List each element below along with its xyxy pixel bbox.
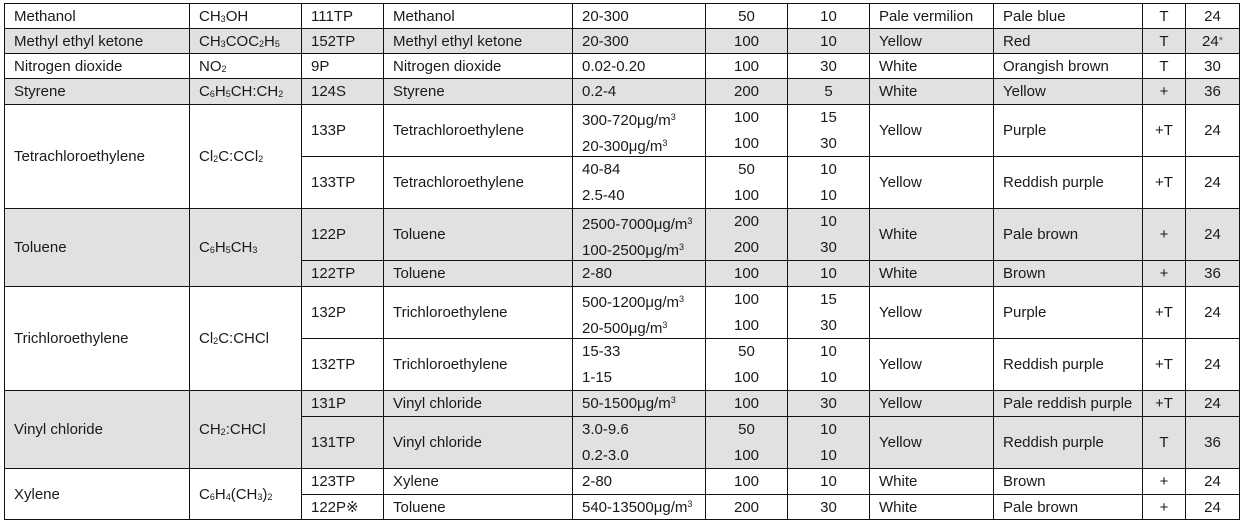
color-after-cell: Brown: [994, 261, 1143, 287]
volume-line: 100: [733, 368, 760, 386]
range-line: 15-33: [582, 343, 621, 360]
color-after-cell: Reddish purple: [994, 157, 1143, 209]
flag-cell: +T: [1143, 287, 1186, 339]
color-after-cell: Orangish brown: [994, 54, 1143, 79]
flag-cell: +T: [1143, 339, 1186, 391]
tube-number-cell: 131P: [302, 391, 384, 417]
range-cell: [573, 209, 706, 261]
tube-number-cell: 9P: [302, 54, 384, 79]
tube-number-cell: 131TP: [302, 417, 384, 469]
tube-number-cell: 111TP: [302, 4, 384, 29]
time-cell: 30: [788, 391, 870, 417]
shelf-life-cell: 24: [1186, 157, 1240, 209]
volume-cell: 100: [706, 469, 788, 495]
range-cell: 2-80: [573, 469, 706, 495]
shelf-life-cell: 24: [1186, 209, 1240, 261]
range-cell: $540-13500\mu g/m^3$: [573, 495, 706, 520]
time-cell: [788, 209, 870, 261]
time-line: 10: [820, 446, 837, 464]
shelf-life-cell: [1186, 29, 1240, 54]
time-cell: 10: [788, 469, 870, 495]
range-cell: 20-300: [573, 29, 706, 54]
time-cell: [788, 339, 870, 391]
tube-number-cell: 122P※: [302, 495, 384, 520]
color-before-cell: Yellow: [870, 157, 994, 209]
volume-cell: [706, 417, 788, 469]
range-line: 0.2-3.0: [582, 446, 629, 464]
table-row: [5, 469, 1240, 495]
color-after-cell: Pale blue: [994, 4, 1143, 29]
substance-cell: Xylene: [5, 469, 190, 520]
time-cell: [788, 105, 870, 157]
tube-name-cell: Toluene: [384, 209, 573, 261]
range-cell: [573, 157, 706, 209]
table-row: [5, 29, 1240, 54]
time-line: 10: [820, 161, 837, 178]
shelf-life-cell: 24: [1186, 495, 1240, 520]
volume-cell: 100: [706, 29, 788, 54]
formula-cell: $CH_2:CHCl$: [190, 391, 302, 469]
time-line: 10: [820, 368, 837, 386]
time-line: 10: [820, 421, 837, 438]
substance-cell: Tetrachloroethylene: [5, 105, 190, 209]
flag-cell: +: [1143, 261, 1186, 287]
volume-cell: 100: [706, 391, 788, 417]
tube-name-cell: Tetrachloroethylene: [384, 157, 573, 209]
range-line: 40-84: [582, 161, 621, 178]
color-after-cell: Purple: [994, 287, 1143, 339]
color-before-cell: Pale vermilion: [870, 4, 994, 29]
table-row: [5, 4, 1240, 29]
volume-cell: [706, 287, 788, 339]
volume-line: 100: [733, 446, 760, 464]
shelf-life-value: 24: [1202, 32, 1219, 50]
color-after-cell: Brown: [994, 469, 1143, 495]
volume-line: 100: [733, 316, 760, 334]
tube-name-cell: Methyl ethyl ketone: [384, 29, 573, 54]
formula-cell: $C_6H_5CH:CH_2$: [190, 79, 302, 105]
range-line: $2500-7000\mu g/m^3$: [582, 216, 693, 233]
tube-name-cell: Styrene: [384, 79, 573, 105]
volume-cell: 50: [706, 4, 788, 29]
color-after-cell: Reddish purple: [994, 339, 1143, 391]
color-before-cell: White: [870, 79, 994, 105]
volume-line: 100: [733, 291, 760, 308]
color-before-cell: White: [870, 261, 994, 287]
shelf-life-cell: 24: [1186, 469, 1240, 495]
volume-cell: [706, 105, 788, 157]
formula-cell: $CH_3COC_2H_5$: [190, 29, 302, 54]
tube-number-cell: 133P: [302, 105, 384, 157]
table-row: [5, 54, 1240, 79]
tube-name-cell: Nitrogen dioxide: [384, 54, 573, 79]
tube-name-cell: Trichloroethylene: [384, 287, 573, 339]
volume-cell: 100: [706, 261, 788, 287]
formula-cell: $C_6H_5CH_3$: [190, 209, 302, 287]
color-after-cell: Pale brown: [994, 209, 1143, 261]
substance-cell: Toluene: [5, 209, 190, 287]
time-cell: [788, 417, 870, 469]
time-line: 15: [820, 109, 837, 126]
volume-line: 100: [733, 134, 760, 152]
volume-cell: [706, 339, 788, 391]
shelf-life-cell: 30: [1186, 54, 1240, 79]
substance-cell: Styrene: [5, 79, 190, 105]
time-cell: 30: [788, 495, 870, 520]
tube-number-cell: 123TP: [302, 469, 384, 495]
range-cell: [573, 287, 706, 339]
tube-number-cell: 124S: [302, 79, 384, 105]
volume-line: 200: [733, 213, 760, 230]
formula-cell: $Cl_2C:CCl_2$: [190, 105, 302, 209]
flag-cell: T: [1143, 54, 1186, 79]
tube-name-cell: Xylene: [384, 469, 573, 495]
tube-name-cell: Trichloroethylene: [384, 339, 573, 391]
range-cell: 20-300: [573, 4, 706, 29]
flag-cell: T: [1143, 417, 1186, 469]
volume-line: 200: [733, 238, 760, 256]
time-line: 10: [820, 213, 837, 230]
color-after-cell: Reddish purple: [994, 417, 1143, 469]
range-line: $100-2500\mu g/m^3$: [582, 241, 685, 259]
time-line: 10: [820, 343, 837, 360]
substance-cell: Vinyl chloride: [5, 391, 190, 469]
table-body: [5, 4, 1240, 520]
tube-name-cell: Methanol: [384, 4, 573, 29]
table-row: [5, 209, 1240, 261]
shelf-life-cell: 24: [1186, 391, 1240, 417]
color-before-cell: White: [870, 209, 994, 261]
volume-line: 50: [738, 343, 755, 360]
flag-cell: +T: [1143, 157, 1186, 209]
shelf-life-cell: 24: [1186, 287, 1240, 339]
flag-cell: T: [1143, 29, 1186, 54]
tube-name-cell: Toluene: [384, 261, 573, 287]
tube-number-cell: 132P: [302, 287, 384, 339]
tube-name-cell: Vinyl chloride: [384, 391, 573, 417]
footnote-marker: *: [1218, 34, 1223, 47]
flag-cell: +T: [1143, 391, 1186, 417]
tube-number-cell: 122TP: [302, 261, 384, 287]
color-after-cell: Red: [994, 29, 1143, 54]
flag-cell: +: [1143, 495, 1186, 520]
time-cell: 5: [788, 79, 870, 105]
color-after-cell: Pale brown: [994, 495, 1143, 520]
gas-detector-tube-table: [4, 3, 1240, 520]
time-cell: 10: [788, 261, 870, 287]
time-cell: 10: [788, 4, 870, 29]
substance-cell: Methanol: [5, 4, 190, 29]
color-after-cell: Pale reddish purple: [994, 391, 1143, 417]
volume-cell: 200: [706, 79, 788, 105]
shelf-life-cell: 24: [1186, 339, 1240, 391]
range-cell: [573, 339, 706, 391]
flag-cell: +: [1143, 209, 1186, 261]
color-before-cell: Yellow: [870, 105, 994, 157]
range-line: 2.5-40: [582, 186, 625, 204]
time-line: 10: [820, 186, 837, 204]
table-row: [5, 105, 1240, 157]
color-before-cell: Yellow: [870, 417, 994, 469]
time-line: 30: [820, 316, 837, 334]
range-cell: $50-1500\mu g/m^3$: [573, 391, 706, 417]
range-cell: 2-80: [573, 261, 706, 287]
time-line: 30: [820, 134, 837, 152]
range-cell: [573, 105, 706, 157]
range-line: $20-500\mu g/m^3$: [582, 319, 668, 337]
color-after-cell: Yellow: [994, 79, 1143, 105]
flag-cell: +: [1143, 79, 1186, 105]
formula-cell: $C_6H_4(CH_3)_2$: [190, 469, 302, 520]
color-before-cell: Yellow: [870, 391, 994, 417]
tube-number-cell: 122P: [302, 209, 384, 261]
shelf-life-cell: 36: [1186, 261, 1240, 287]
time-line: 15: [820, 291, 837, 308]
volume-cell: [706, 209, 788, 261]
color-before-cell: White: [870, 469, 994, 495]
color-before-cell: Yellow: [870, 287, 994, 339]
tube-name-cell: Tetrachloroethylene: [384, 105, 573, 157]
tube-number-cell: 133TP: [302, 157, 384, 209]
volume-cell: [706, 157, 788, 209]
volume-cell: 100: [706, 54, 788, 79]
volume-line: 50: [738, 421, 755, 438]
flag-cell: T: [1143, 4, 1186, 29]
formula-cell: $CH_3OH$: [190, 4, 302, 29]
range-line: 1-15: [582, 368, 613, 386]
range-line: $500-1200\mu g/m^3$: [582, 294, 685, 311]
formula-cell: $Cl_2C:CHCl$: [190, 287, 302, 391]
tube-number-cell: 132TP: [302, 339, 384, 391]
range-line: $300-720\mu g/m^3$: [582, 112, 676, 129]
tube-number-cell: 152TP: [302, 29, 384, 54]
substance-cell: Nitrogen dioxide: [5, 54, 190, 79]
time-cell: [788, 287, 870, 339]
time-cell: 30: [788, 54, 870, 79]
tube-name-cell: Toluene: [384, 495, 573, 520]
substance-cell: Trichloroethylene: [5, 287, 190, 391]
volume-line: 50: [738, 161, 755, 178]
range-cell: 0.2-4: [573, 79, 706, 105]
formula-cell: $NO_2$: [190, 54, 302, 79]
color-before-cell: White: [870, 495, 994, 520]
color-before-cell: Yellow: [870, 339, 994, 391]
substance-cell: Methyl ethyl ketone: [5, 29, 190, 54]
range-line: 3.0-9.6: [582, 421, 629, 438]
tube-name-cell: Vinyl chloride: [384, 417, 573, 469]
volume-line: 100: [733, 109, 760, 126]
table-row: [5, 391, 1240, 417]
time-line: 30: [820, 238, 837, 256]
color-before-cell: White: [870, 54, 994, 79]
volume-line: 100: [733, 186, 760, 204]
table-row: [5, 79, 1240, 105]
shelf-life-cell: 24: [1186, 4, 1240, 29]
shelf-life-cell: 36: [1186, 417, 1240, 469]
volume-cell: 200: [706, 495, 788, 520]
shelf-life-cell: 24: [1186, 105, 1240, 157]
table-row: [5, 287, 1240, 339]
shelf-life-cell: 36: [1186, 79, 1240, 105]
range-line: $20-300\mu g/m^3$: [582, 137, 668, 155]
range-cell: 0.02-0.20: [573, 54, 706, 79]
range-cell: [573, 417, 706, 469]
flag-cell: +: [1143, 469, 1186, 495]
time-cell: [788, 157, 870, 209]
flag-cell: +T: [1143, 105, 1186, 157]
time-cell: 10: [788, 29, 870, 54]
color-after-cell: Purple: [994, 105, 1143, 157]
color-before-cell: Yellow: [870, 29, 994, 54]
